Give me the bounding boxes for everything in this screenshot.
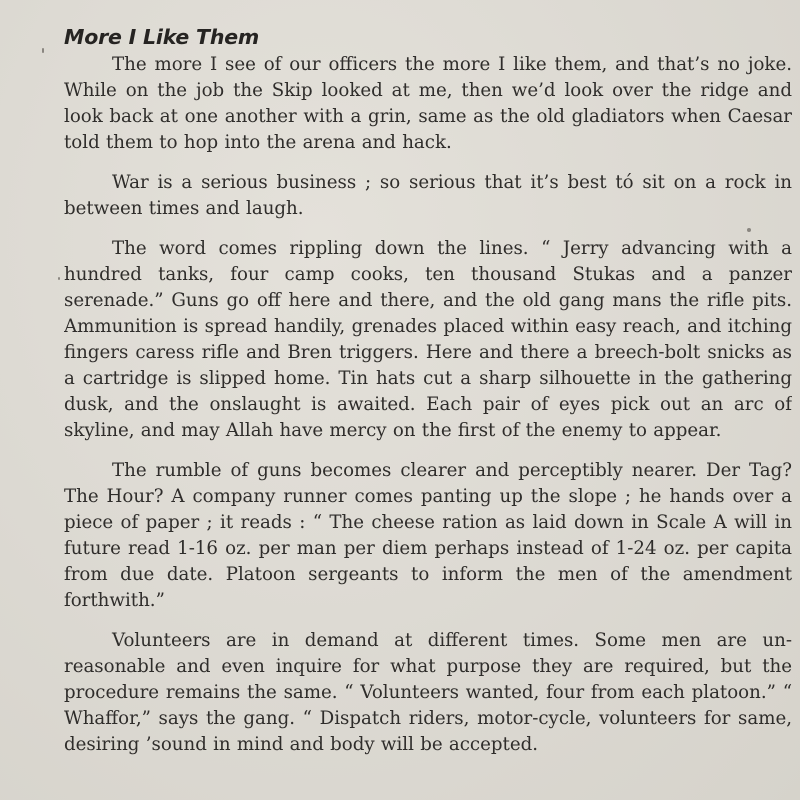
- document-page: [64, 22, 792, 800]
- paper-speck: [58, 277, 60, 280]
- article-title: More I Like Them: [64, 25, 260, 49]
- paragraph-rumble: The rumble of guns becomes clearer and perceptibly nearer. Der Tag? The Hour? A company runner comes panting up the slope ; he hands over a piece of paper ; it reads : “ The cheese ration as laid down in Scale A will in future read 1-16 oz. per man per diem perhaps instead of 1-24 oz. per capita from due date. Platoon sergeants to inform the men of the amendment forthwith.”: [64, 460, 792, 611]
- paragraph-rippling: The word comes rippling down the lines. “ Jerry advancing with a hundred tanks, four camp cooks, ten thousand Stukas and a panzer serenade.” Guns go off here and there, and the old gang mans the rifle pits. Ammunition is spread handily, grenades placed within easy reach, and itching fingers caress rifle and Bren triggers. Here and there a breech-bolt snicks as a cartridge is slipped home. Tin hats cut a sharp silhouette in the gathering dusk, and the onslaught is awaited. Each pair of eyes pick out an arc of skyline, and may Allah have mercy on the first of the enemy to appear.: [64, 238, 792, 441]
- paragraph-war: War is a serious business ; so serious that it’s best tó sit on a rock in between times and laugh.: [64, 172, 792, 219]
- paper-speck: [747, 228, 751, 232]
- paper-speck: [42, 48, 44, 53]
- paragraph-officers: The more I see of our officers the more I like them, and that’s no joke. While on the job the Skip looked at me, then we’d look over the ridge and look back at one another with a grin, same as the old gladiators when Caesar told them to hop into the arena and hack.: [64, 54, 792, 153]
- paragraph-volunteers: Volunteers are in demand at different times. Some men are un-reasonable and even inquire for what purpose they are required, but the procedure remains the same. “ Volunteers wanted, four from each platoon.” “ Whaffor,” says the gang. “ Dispatch riders, motor-cycle, volunteers for same, desiring ’sound in mind and body will be accepted.: [64, 630, 792, 755]
